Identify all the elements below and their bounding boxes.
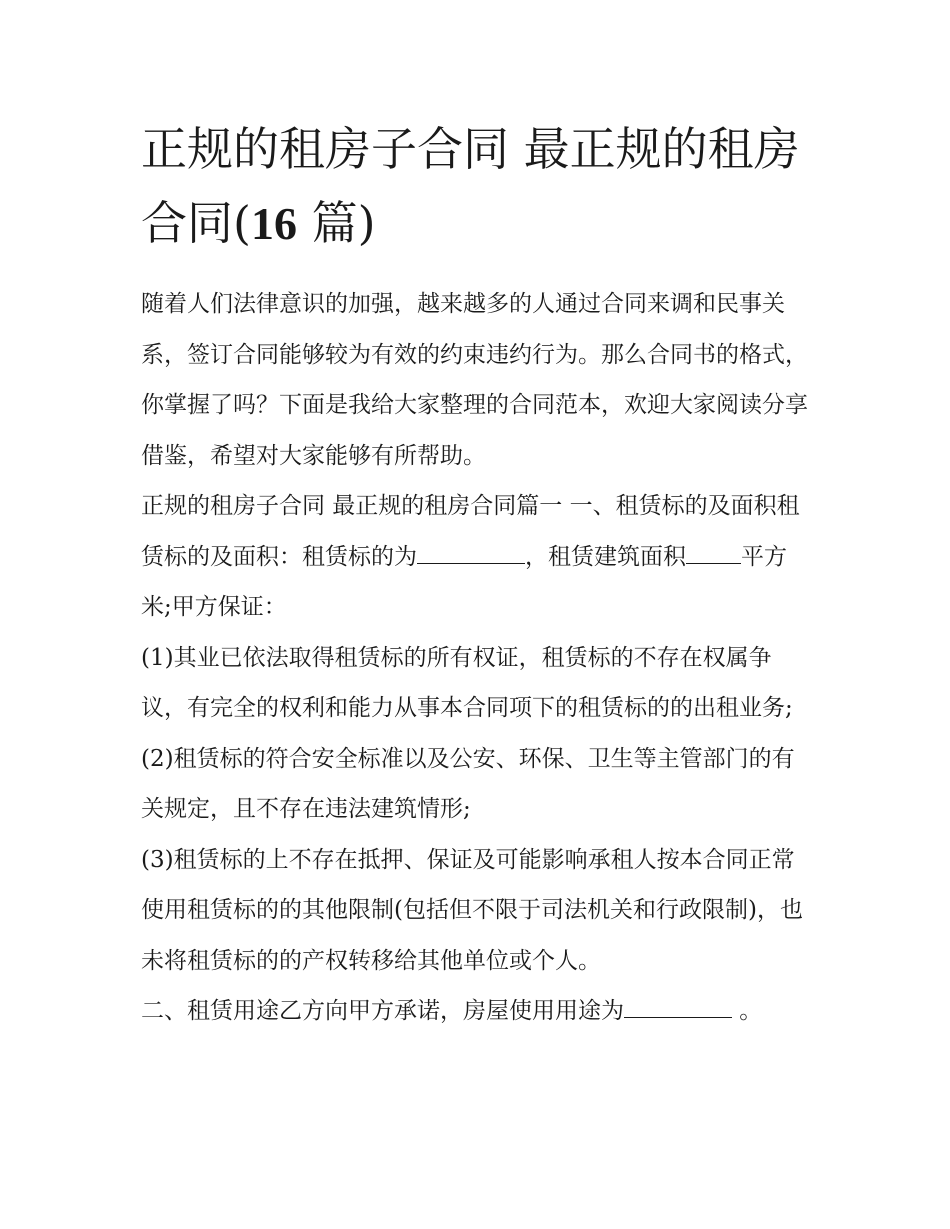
fill-blank-lease-object [417, 543, 525, 564]
document-title [141, 112, 813, 261]
fill-blank-usage [624, 997, 732, 1018]
section-1-text-b: ，租赁建筑面积 [525, 543, 686, 570]
fill-blank-area [686, 543, 741, 564]
intro-paragraph: 随着人们法律意识的加强，越来越多的人通过合同来调和民事关系，签订合同能够较为有效的约束违约行为。那么合同书的格式，你掌握了吗？下面是我给大家整理的合同范本，欢迎大家阅读分享借鉴，希望对大家能够有所帮助。 [141, 291, 808, 469]
item-2-paragraph: (2)租赁标的符合安全标准以及公安、环保、卫生等主管部门的有关规定，且不存在违法建筑情形; [141, 745, 795, 822]
document-page [141, 112, 813, 1037]
section-2-text-a: 二、租赁用途乙方向甲方承诺，房屋使用用途为 [141, 998, 624, 1024]
item-1-paragraph: (1)其业已依法取得租赁标的所有权证，租赁标的不存在权属争议，有完全的权利和能力从事本合同项下的租赁标的的出租业务; [141, 644, 793, 721]
section-2-paragraph [141, 986, 813, 1037]
document-body [141, 279, 813, 1037]
title-number: 16 [250, 198, 297, 249]
section-1-paragraph [141, 481, 813, 633]
item-3-paragraph: (3)租赁标的上不存在抵押、保证及可能影响承租人按本合同正常使用租赁标的的其他限制(包括但不限于司法机关和行政限制)，也未将租赁标的的产权转移给其他单位或个人。 [141, 846, 803, 974]
title-suffix: 篇) [296, 196, 376, 250]
section-1-text-a: 正规的租房子合同 最正规的租房合同篇一 一、租赁标的及面积租赁标的及面积：租赁标的为 [141, 493, 800, 570]
section-2-text-b: 。 [732, 998, 763, 1024]
title-text: 正规的租房子合同 最正规的租房合同( [141, 122, 800, 250]
section-1-text-c: 平方米;甲方保证： [141, 543, 787, 620]
